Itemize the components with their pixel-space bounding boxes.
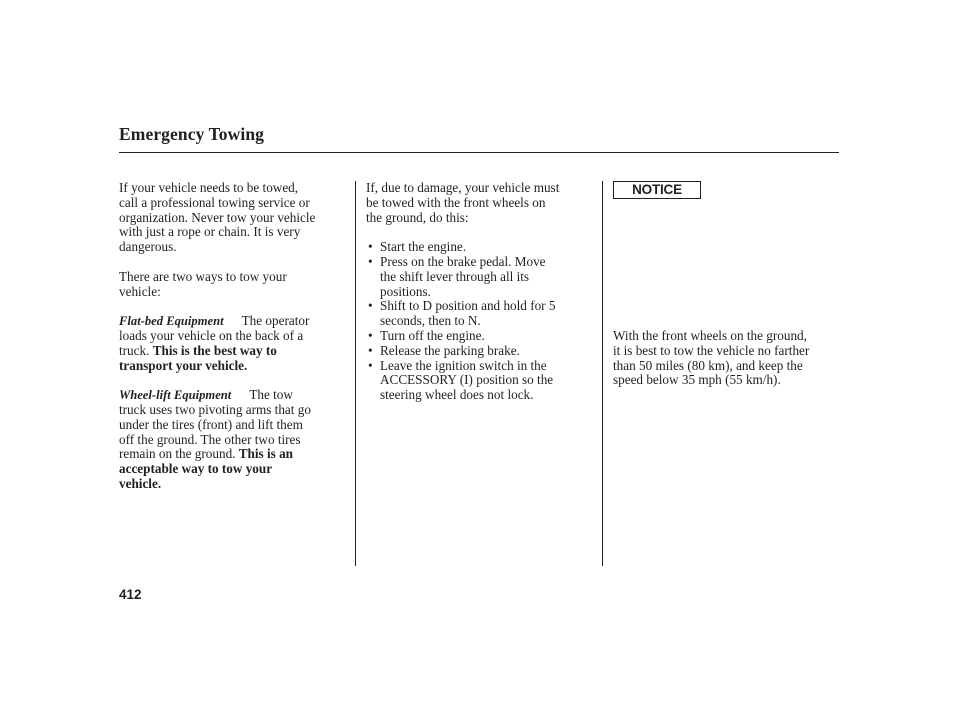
bullet-icon: • <box>368 357 373 373</box>
page-title: Emergency Towing <box>119 124 265 144</box>
text-line: seconds, then to N. <box>380 313 481 329</box>
emphasis-line: acceptable way to tow your <box>119 461 273 477</box>
bullet-icon: • <box>368 239 373 255</box>
column-divider-right <box>602 181 603 566</box>
text-line: There are two ways to tow your <box>119 268 287 284</box>
text-span: The tow <box>249 387 293 403</box>
text-line: off the ground. The other two tires <box>119 431 301 447</box>
column-2 <box>366 181 594 403</box>
text-line: If, due to damage, your vehicle must <box>366 180 560 195</box>
list-item <box>366 344 594 359</box>
text-line: Start the engine. <box>380 239 467 255</box>
text-line: With the front wheels on the ground, <box>613 328 807 343</box>
text-line: truck uses two pivoting arms that go <box>119 401 311 417</box>
bullet-icon: • <box>368 298 373 314</box>
emphasis-text: This is the best way to <box>152 342 277 358</box>
notice-paragraph <box>613 329 809 388</box>
flatbed-line-3 <box>119 344 347 359</box>
emphasis-text: This is an <box>238 446 294 462</box>
bullet-icon: • <box>368 342 373 358</box>
damage-intro-paragraph <box>366 181 594 225</box>
text-line: organization. Never tow your vehicle <box>119 209 316 225</box>
title-divider <box>119 152 839 153</box>
emphasis-line: transport your vehicle. <box>119 357 248 373</box>
text-line: it is best to tow the vehicle no farther <box>613 342 810 358</box>
text-line: steering wheel does not lock. <box>380 387 534 403</box>
column-1 <box>119 181 347 492</box>
text-line: than 50 miles (80 km), and keep the <box>613 357 803 373</box>
text-line: ACCESSORY (I) position so the <box>380 372 554 388</box>
wheellift-paragraph <box>119 388 347 492</box>
column-divider-left <box>355 181 356 566</box>
list-item <box>366 299 594 329</box>
text-line: Leave the ignition switch in the <box>380 357 547 373</box>
text-line: vehicle: <box>119 283 161 299</box>
flatbed-paragraph <box>119 314 347 373</box>
text-line: If your vehicle needs to be towed, <box>119 180 299 195</box>
notice-badge: NOTICE <box>613 181 701 199</box>
text-line: Press on the brake pedal. Move <box>380 253 546 269</box>
intro-paragraph <box>119 181 347 255</box>
towing-steps-list <box>366 240 594 403</box>
list-item <box>366 329 594 344</box>
text-span: truck. <box>119 342 153 358</box>
text-line: be towed with the front wheels on <box>366 194 546 210</box>
flatbed-first-line <box>119 314 347 329</box>
text-line: the ground, do this: <box>366 209 469 225</box>
text-line: dangerous. <box>119 239 177 255</box>
bullet-icon: • <box>368 327 373 343</box>
list-item <box>366 359 594 403</box>
text-line: loads your vehicle on the back of a <box>119 327 304 343</box>
page-number: 412 <box>119 587 142 602</box>
wheellift-line-5 <box>119 447 347 462</box>
text-span: remain on the ground. <box>119 446 239 462</box>
text-line: call a professional towing service or <box>119 194 310 210</box>
text-line: positions. <box>380 283 431 299</box>
list-item <box>366 255 594 299</box>
text-line: under the tires (front) and lift them <box>119 416 303 432</box>
text-line: speed below 35 mph (55 km/h). <box>613 372 781 388</box>
text-span: The operator <box>241 313 310 329</box>
text-line: the shift lever through all its <box>380 268 530 284</box>
text-line: with just a rope or chain. It is very <box>119 224 301 240</box>
bullet-icon: • <box>368 253 373 269</box>
wheellift-heading: Wheel-lift Equipment <box>119 388 232 403</box>
emphasis-line: vehicle. <box>119 475 162 491</box>
text-line: Turn off the engine. <box>380 327 485 343</box>
wheellift-first-line <box>119 388 347 403</box>
ways-paragraph <box>119 270 347 300</box>
text-line: Release the parking brake. <box>380 342 520 358</box>
list-item <box>366 240 594 255</box>
flatbed-heading: Flat-bed Equipment <box>119 314 224 329</box>
text-line: Shift to D position and hold for 5 <box>380 298 556 314</box>
